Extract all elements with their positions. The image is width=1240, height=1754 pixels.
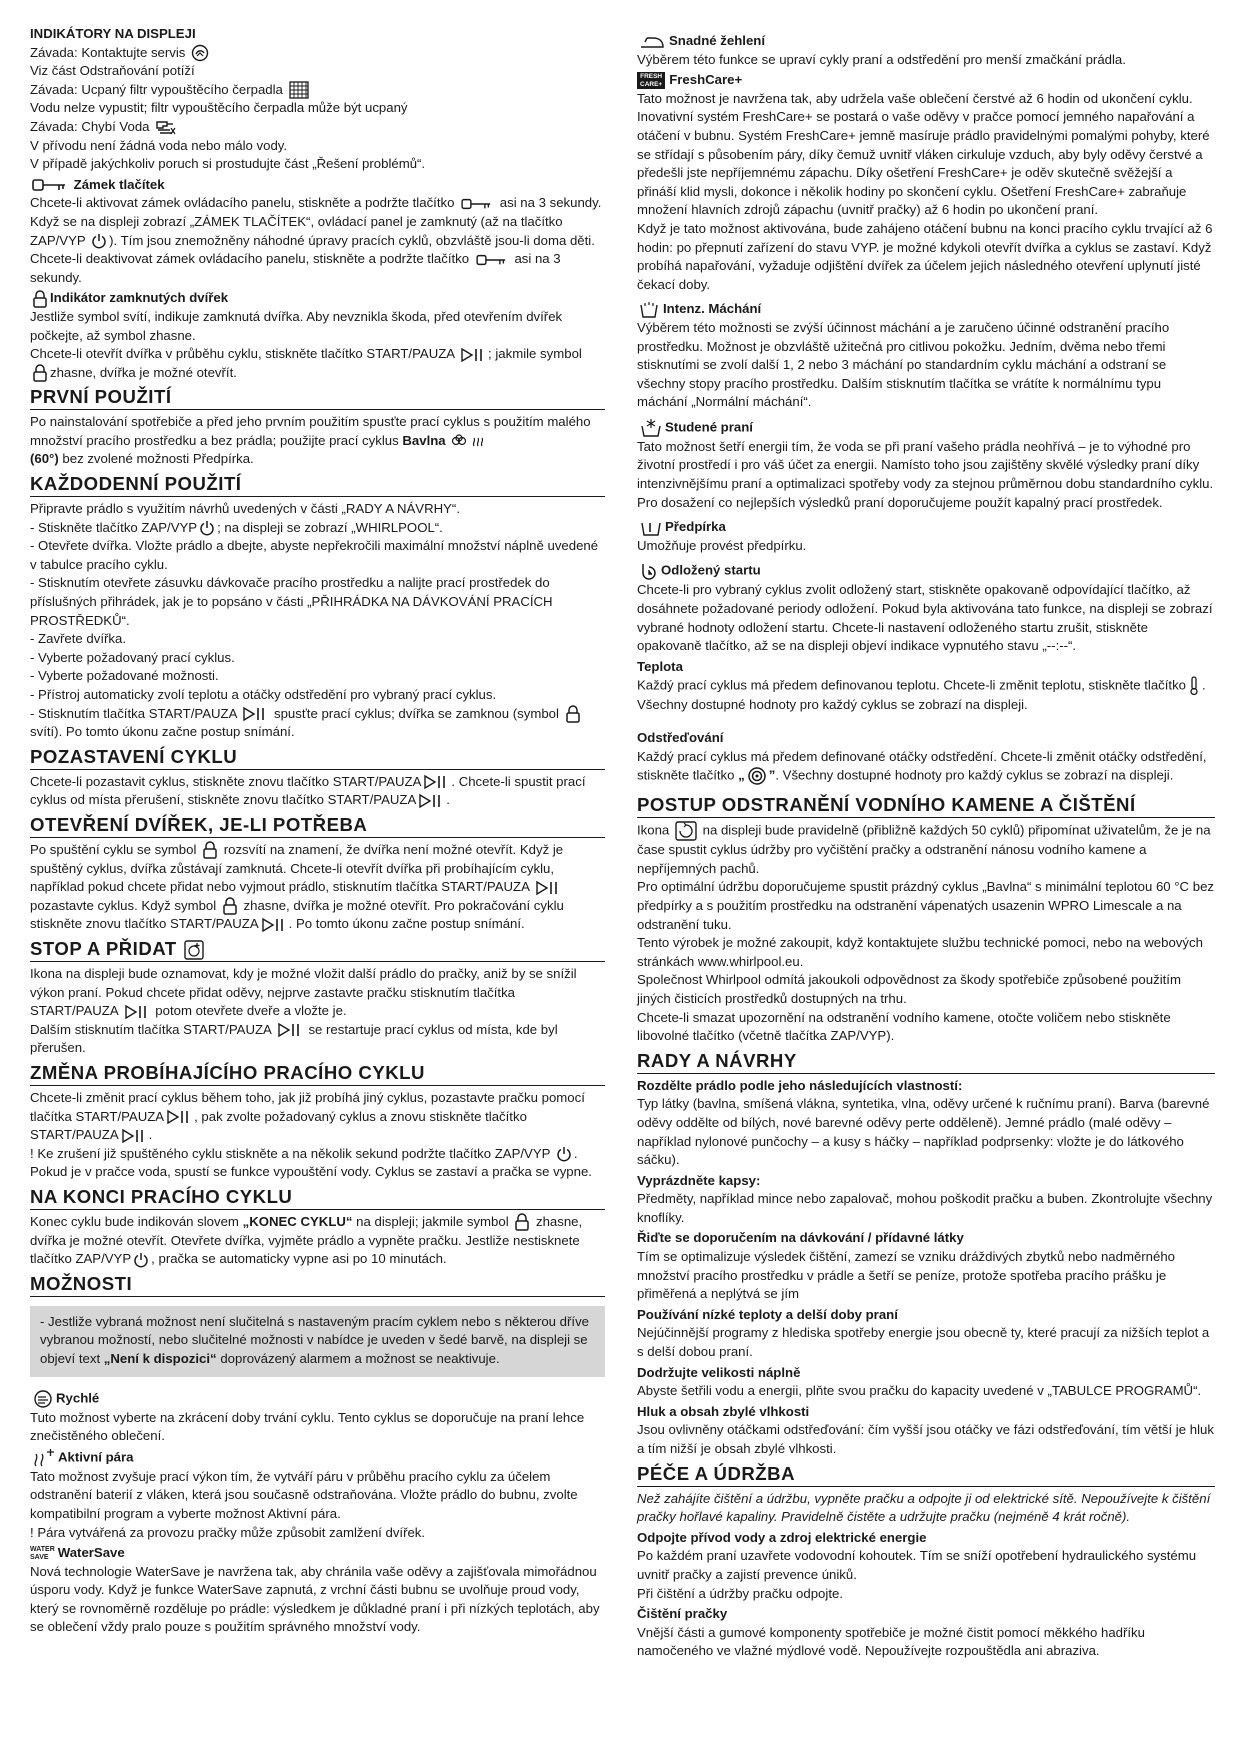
tips-heading: RADY A NÁVRHY: [637, 1050, 1215, 1074]
daily-text: - Přístroj automaticky zvolí teplotu a otáčky odstředění pro vybraný prací cyklus.: [30, 687, 497, 702]
descale-text: Pro optimální údržbu doporučujeme spustit prázdný cyklus „Bavlna“ s minimální teplotou 60 °C bez předpírky a s použitím prostředku na odstranění vápenatých usazenin WPRO Limescale a na odstranění tuku.: [637, 879, 1215, 932]
iron-title: Snadné žehlení: [669, 33, 765, 48]
freshcare-title: FreshCare+: [669, 72, 743, 88]
open-text: . Po tomto úkonu začne postup snímání.: [288, 916, 525, 932]
change-text: ! Ke zrušení již spuštěného cyklu stiskněte a na několik sekund podržte tlačítko ZAP/VYP: [30, 1145, 551, 1161]
filter-grid-icon: [289, 81, 309, 99]
fast-text: Tuto možnost vyberte na zkrácení doby trvání cyklu. Tento cyklus se doporučuje na praní lehce znečistěného oblečení.: [30, 1409, 585, 1444]
daily-text: - Vyberte požadovaný prací cyklus.: [30, 649, 235, 665]
spin-title: Odstřeďování: [637, 730, 724, 745]
ind-line: Viz část Odstraňování potíží: [30, 63, 195, 79]
spin-quote: „: [738, 767, 745, 783]
prewash-icon: [639, 519, 663, 537]
daily-text: - Zavřete dvířka.: [30, 631, 127, 647]
freshcare-icon-text: FRESH: [640, 73, 663, 81]
care-text: Po každém praní uzavřete vodovodní kohoutek. Tím se sníží opotřebení hydraulického systému uvnitř pračky a zajistí prevence úniků.: [637, 1548, 1197, 1582]
lock-text: Chcete-li aktivovat zámek ovládacího panelu, stiskněte a podržte tlačítko: [30, 195, 455, 211]
tips-text: Předměty, například mince nebo zapalovač, mohou poškodit pračku a buben. Zkontrolujte všechny knoflíky.: [637, 1191, 1213, 1225]
steam-icon: [471, 434, 485, 448]
start-pause-icon: [121, 1128, 147, 1144]
iron-icon: [639, 34, 667, 50]
start-pause-icon: [418, 793, 444, 809]
door-title: Indikátor zamknutých dvířek: [50, 290, 229, 306]
cold-wash-icon: [639, 418, 663, 438]
daily-use-heading: KAŽDODENNÍ POUŽITÍ: [30, 473, 605, 497]
ind-line: Závada: Chybí Voda: [30, 118, 150, 134]
pause-heading: POZASTAVENÍ CYKLU: [30, 746, 605, 770]
start-pause-icon: [535, 880, 561, 896]
delay-start-icon: [639, 561, 659, 581]
power-icon: [556, 1146, 572, 1162]
end-bold: „KONEC CYKLU“: [242, 1213, 353, 1229]
power-icon: [91, 233, 107, 249]
rinse-title: Intenz. Máchání: [663, 301, 762, 317]
service-icon: [191, 44, 209, 62]
prewash-text: Umožňuje provést předpírku.: [637, 537, 807, 553]
descale-text: Chcete-li smazat upozornění na odstranění vodního kamene, otočte voličem nebo stiskněte libovolné tlačítko (včetně tlačítka ZAP/VYP).: [637, 1009, 1171, 1044]
pause-text: Chcete-li pozastavit cyklus, stiskněte znovu tlačítko START/PAUZA: [30, 773, 422, 789]
first-use-heading: PRVNÍ POUŽITÍ: [30, 386, 605, 410]
watersave-icon-text: WATER: [30, 1545, 55, 1553]
steam-text: Tato možnost zvyšuje prací výkon tím, že vytváří páru v průběhu pracího cyklu za účelem odstranění baterií z vláken, která jsou současně odstraňována. Vložte prádlo do bubnu, zvolte kompatibilní program a vyberte možnost Aktivní pára.: [30, 1468, 578, 1521]
first-use-text: bez zvolené možnosti Předpírka.: [62, 451, 254, 467]
rinse-icon: [639, 301, 661, 319]
options-heading: MOŽNOSTI: [30, 1273, 605, 1297]
daily-text: - Stiskněte tlačítko ZAP/VYP: [30, 519, 198, 535]
descale-text: Tento výrobek je možné zakoupit, když kontaktujete službu technické pomoci, nebo na webových stránkách www.whirlpool.eu.: [637, 935, 1203, 969]
cotton-icon: [451, 434, 467, 448]
tips-subheading: Používání nízké teploty a delší doby praní: [637, 1306, 898, 1322]
steam-text: ! Pára vytvářená za provozu pračky může způsobit zamlžení dvířek.: [30, 1524, 426, 1540]
delay-text: Chcete-li pro vybraný cyklus zvolit odložený start, stiskněte opakovaně odpovídající tlačítko, až dosáhnete požadované periody odložení. Pokud byla aktivována tato funkce, na displeji se zobrazí vybrané hodnoty odložení startu. Chcete-li nastavení odloženého startu zrušit, stiskněte opakovaně tlačítko, až se na displeji objeví indikace vypnutého stavu „--:--“.: [637, 582, 1213, 654]
stop-text: potom otevřete dveře a vložte je.: [155, 1003, 347, 1019]
end-text: zhasne, dvířka je možné otevřít. Otevřete dvířka, vyjměte prádlo a vypněte pračku. Jestliže nestisknete tlačítko ZAP/VYP: [30, 1213, 583, 1267]
lock-title: Zámek tlačítek: [73, 176, 165, 192]
spin-text: . Všechny dostupné hodnoty pro každý cyklus se zobrazí na displeji.: [775, 767, 1174, 783]
temp-title: Teplota: [637, 658, 683, 674]
key-icon: [460, 197, 494, 211]
lock-text: ). Tím jsou znemožněny náhodné úpravy pracích cyklů, obzvláště jsou-li doma děti. Chcete-li deaktivovat zámek ovládacího panelu, stiskněte a podržte tlačítko: [30, 232, 595, 267]
tips-text: Typ látky (bavlna, smíšená vlákna, syntetika, vlna, oděvy určené k ručnímu praní). Barva (barevné oděvy oddělte od bílých, nové barevné oděvy perte odděleně). Jemné prádlo (malé oděvy – například nylonové punčochy – a kusy s háčky – například podprsenky: vložte je do látkového sáčku).: [637, 1096, 1210, 1168]
cold-title: Studené praní: [665, 419, 753, 435]
power-icon: [133, 1252, 149, 1268]
first-use-bold: Bavlna: [402, 432, 446, 448]
stop-text: Dalším stisknutím tlačítka START/PAUZA: [30, 1021, 272, 1037]
ind-line: Vodu nelze vypustit; filtr vypouštěcího čerpadla může být ucpaný: [30, 100, 408, 116]
cold-text: Tato možnost šetří energii tím, že voda se při praní vašeho prádla neohřívá – je to výhodné pro životní prostředí i pro váš účet za energii. Namísto toho jsou zajištěny skvělé výsledky praní díky intenzivnějšímu praní a optimalizaci spotřeby vody za stejnou průměrnou dobu standardního cyklu.: [637, 438, 1214, 492]
pause-text: . Chcete-li spustit prací cyklus od místa přerušení, stiskněte znovu tlačítko START/PAUZA: [30, 773, 586, 808]
watersave-text: Nová technologie WaterSave je navržena tak, aby chránila vaše oděvy a zajišťovala mimořádnou úsporu vody. Když je funkce WaterSave zapnutá, z vrchní části bubnu se uvolňuje proud vody, který se rovnoměrně rozděluje po prádle: výsledkem je důkladné praní i při nízkých teplotách, aby se oblečení vždy pralo pouze s použitím správného množství vody.: [30, 1563, 600, 1635]
tips-subheading: Vyprázdněte kapsy:: [637, 1172, 761, 1188]
left-column: INDIKÁTORY NA DISPLEJI Závada: Kontaktujte servis Viz část Odstraňování potíží Závada: Ucpaný filtr vypouštěcího čerpadla Vodu nelze vypustit; filtr vypouštěcího čerpadla může být ucpaný Závada: Chybí Voda V přívodu není žádná voda nebo málo vody. V případě jakýchkoliv poruch si prostudujte část „Řešení problémů“. Zámek tlačítek Chcete-li aktivovat zámek ovládacího panelu, stiskněte a podržte tlačítko asi na 3 sekundy. Když se na displeji zobrazí „ZÁMEK TLAČÍTEK“, ovládací panel je zamknutý (až na tlačítko ZAP/VYP ). Tím jsou znemožněny náhodné úpravy pracích cyklů, obzvláště jsou-li doma děti. Chcete-li deaktivovat zámek ovládacího panelu, stiskněte a podržte tlačítko asi na 3 sekundy. Indikátor zamknutých dvířek Jestliže symbol svítí, indikuje zamknutá dvířka. Aby nevznikla škoda, před otevřením dvířek počkejte, až symbol zhasne. Chcete-li otevřít dvířka v průběhu cyklu, stiskněte tlačítko START/PAUZA ; jakmile symbol zhasne, dvířka je možné otevřít. PRVNÍ POUŽITÍ Po nainstalování spotřebiče a před jeho prvním použitím spusťte prací cyklus s použitím malého množství pracího prostředku a bez prádla; použijte prací cyklus Bavlna (60°) bez zvolené možnosti Předpírka. KAŽDODENNÍ POUŽITÍ Připravte prádlo s využitím návrhů uvedených v části „RADY A NÁVRHY“. - Stiskněte tlačítko ZAP/VYP ; na displeji se zobrazí „WHIRLPOOL“. - Otevřete dvířka. Vložte prádlo a dbejte, abyste nepřekročili maximální množství náplně uvedené v tabulce pracího cyklu. - Stisknutím otevřete zásuvku dávkovače pracího prostředku a nalijte prací prostředek do příslušných přihrádek, jak je to popsáno v části „PŘIHRÁDKA NA DÁVKOVÁNÍ PRACÍCH PROSTŘEDKŮ“. - Zavřete dvířka. - Vyberte požadovaný prací cyklus. - Vyberte požadované možnosti. - Přístroj automaticky zvolí teplotu a otáčky odstředění pro vybraný prací cyklus. - Stisknutím tlačítka START/PAUZA spusťte prací cyklus; dvířka se zamknou (symbol svítí). Po tomto úkonu začne postup snímání. POZASTAVENÍ CYKLU Chcete-li pozastavit cyklus, stiskněte znovu tlačítko START/PAUZA . Chcete-li spustit prací cyklus od místa přerušení, stiskněte znovu tlačítko START/PAUZA . OTEVŘENÍ DVÍŘEK, JE-LI POTŘEBA Po spuštění cyklu se symbol rozsvítí na znamení, že dvířka není možné otevřít. Když je spuštěný cyklus, dvířka zůstávají zamknutá. Chcete-li otevřít dvířka při probíhajícím cyklu, například pokud chcete přidat nebo vyjmout prádlo, stisknutím tlačítka START/PAUZA pozastavte cyklus. Když symbol zhasne, dvířka je možné otevřít. Pro pokračování cyklu stiskněte znovu tlačítko START/PAUZA . Po tomto úkonu začne postup snímání. STOP A PŘIDAT Ikona na displeji bude oznamovat, kdy je možné vložit další prádlo do pračky, aniž by se snížil výkon praní. Pokud chcete přidat oděvy, nejprve zastavte pračku stisknutím tlačítka START/PAUZA potom otevřete dveře a vložte je. Dalším stisknutím tlačítka START/PAUZA se restartuje prací cyklus od místa, kde byl přerušen. ZMĚNA PROBÍHAJÍCÍHO PRACÍHO CYKLU Chcete-li změnit prací cyklus během toho, jak již probíhá jiný cyklus, pozastavte pračku pomocí tlačítka START/PAUZA , pak zvolte požadovaný cyklus a znovu stiskněte tlačítko START/PAUZA . ! Ke zrušení již spuštěného cyklu stiskněte a na několik sekund podržte tlačítko ZAP/VYP . Pokud je v pračce voda, spustí se funkce vypouštění vody. Cyklus se zastaví a pračka se vypne. NA KONCI PRACÍHO CYKLU Konec cyklu bude indikován slovem „KONEC CYKLU“ na displeji; jakmile symbol zhasne, dvířka je možné otevřít. Otevřete dvířka, vyjměte prádlo a vypněte pračku. Jestliže nestisknete tlačítko ZAP/VYP , pračka se automaticky vypne asi po 10 minutách. MOŽNOSTI - Jestliže vybraná možnost není slučitelná s nastaveným pracím cyklem nebo s některou dříve vybranou možností, nebo slučitelné možnosti v nabídce je uveden v šedé barvě, na displeji se objeví text „Není k dispozici“ doprovázený alarmem a možnost se neaktivuje. Rychlé Tuto možnost vyberte na zkrácení doby trvání cyklu. Tento cyklus se doporučuje na praní lehce znečistěného oblečení. Aktivní pára Tato možnost zvyšuje prací výkon tím, že vytváří páru v průběhu pracího cyklu za účelem odstranění baterií z vláken, která jsou současně odstraňována. Vložte prádlo do bubnu, zvolte kompatibilní program a vyberte možnost Aktivní pára. ! Pára vytvářená za provozu pračky může způsobit zamlžení dvířek. WATER SAVE WaterSave Nová technologie WaterSave je navržena tak, aby chránila vaše oděvy a zajišťovala mimořádnou úsporu vody. Když je funkce WaterSave zapnutá, z vrchní části bubnu se uvolňuje proud vody, který se rovnoměrně rozděluje po prádle: výsledkem je důkladné praní i při nízkých teplotách, aby se oblečení vždy pralo pouze s použitím správného množství vody.: [30, 24, 605, 1637]
indicators-title: INDIKÁTORY NA DISPLEJI: [30, 26, 196, 41]
door-text: zhasne, dvířka je možné otevřít.: [50, 364, 237, 380]
no-water-tap-icon: [155, 118, 177, 136]
note-text: - Jestliže vybraná možnost není slučitelná s nastaveným pracím cyklem nebo s některou dříve vybranou možností, nebo slučitelné možnosti v nabídce je uveden v šedé barvě, na displeji se objeví text: [40, 1313, 589, 1366]
descale-text: na displeji bude pravidelně (přibližně každých 50 cyklů) připomínat uživatelům, že je na čase spustit cyklus údržby pro vyčištění pračky a odstranění nánosu vodního kamene a nepříjemných pachů.: [637, 822, 1211, 876]
temp-text: Každý prací cyklus má předem definovanou teplotu. Chcete-li změnit teplotu, stiskněte tlačítko: [637, 677, 1187, 693]
key-icon: [32, 177, 68, 193]
first-use-bold: (60°): [30, 451, 59, 467]
padlock-icon: [514, 1213, 530, 1231]
spin-quote: ”: [768, 767, 776, 783]
delay-title: Odložený startu: [661, 562, 761, 578]
daily-text: - Stisknutím otevřete zásuvku dávkovače pracího prostředku a nalijte prací prostředek do příslušných přihrádek, jak je to popsáno v části „PŘIHRÁDKA NA DÁVKOVÁNÍ PRACÍCH PROSTŘEDKŮ“.: [30, 575, 553, 628]
open-text: Po spuštění cyklu se symbol: [30, 841, 197, 857]
start-pause-icon: [277, 1022, 303, 1038]
tips-text: Abyste šetřili vodu a energii, plňte svou pračku do kapacity uvedené v „TABULCE PROGRAMŮ“.: [637, 1383, 1202, 1399]
tips-subheading: Řiďte se doporučením na dávkování / přídavné látky: [637, 1230, 964, 1246]
care-text: Vnější části a gumové komponenty spotřebiče je možné čistit pomocí měkkého hadříku namočeného ve vlažné mýdlové vodě. Nepoužívejte rozpouštědla ani abraziva.: [637, 1624, 1145, 1659]
thermometer-icon: [1188, 676, 1200, 696]
ind-line: Závada: Kontaktujte servis: [30, 44, 186, 60]
freshcare-icon-text: CARE+: [640, 80, 663, 88]
padlock-icon: [202, 841, 218, 859]
power-icon: [199, 520, 215, 536]
fast-title: Rychlé: [56, 1390, 100, 1406]
daily-text: - Vyberte požadované možnosti.: [30, 668, 219, 684]
tips-subheading: Hluk a obsah zbylé vlhkosti: [637, 1403, 810, 1419]
open-text: pozastavte cyklus. Když symbol: [30, 897, 217, 913]
change-text: . Pokud je v pračce voda, spustí se funkce vypouštění vody. Cyklus se zastaví a pračka se vypne.: [30, 1145, 592, 1180]
options-note-box: [30, 1306, 605, 1377]
start-pause-icon: [242, 706, 268, 722]
add-garment-icon: [184, 940, 204, 960]
cold-text: Pro dosažení co nejlepších výsledků praní doporučujeme použít kapalný prací prostředek.: [637, 494, 1163, 510]
open-text: zhasne, dvířka je možné otevřít. Pro pokračování cyklu stiskněte znovu tlačítko START/PAUZA: [30, 897, 564, 932]
door-text: Jestliže symbol svítí, indikuje zamknutá dvířka. Aby nevznikla škoda, před otevřením dvířek počkejte, až symbol zhasne.: [30, 308, 563, 343]
quick-wash-icon: [32, 1389, 54, 1409]
watersave-title: WaterSave: [57, 1545, 125, 1561]
descale-icon: [675, 821, 697, 841]
temp-text: . Všechny dostupné hodnoty pro každý cyklus se zobrazí na displeji.: [637, 677, 1206, 713]
stop-add-heading: STOP A PŘIDAT: [30, 937, 177, 959]
care-subheading: Odpojte přívod vody a zdroj elektrické energie: [637, 1529, 927, 1545]
descale-text: Ikona: [637, 822, 670, 838]
change-text: , pak zvolte požadovaný cyklus a znovu stiskněte tlačítko START/PAUZA: [30, 1108, 527, 1143]
descale-text: Společnost Whirlpool odmítá jakoukoli odpovědnost za škody spotřebiče způsobené použitím jiných čisticích prostředků dostupných na trhu.: [637, 972, 1181, 1006]
tips-subheading: Dodržujte velikosti náplně: [637, 1364, 801, 1380]
watersave-icon: [30, 1546, 55, 1562]
care-text: Při čištění a údržby pračku odpojte.: [637, 1585, 843, 1601]
stop-text: se restartuje prací cyklus od místa, kde byl přerušen.: [30, 1021, 558, 1056]
daily-text: ; na displeji se zobrazí „WHIRLPOOL“.: [217, 519, 443, 535]
open-door-heading: OTEVŘENÍ DVÍŘEK, JE-LI POTŘEBA: [30, 814, 605, 838]
freshcare-icon: [637, 72, 665, 89]
daily-text: Připravte prádlo s využitím návrhů uvedených v části „RADY A NÁVRHY“.: [30, 501, 460, 517]
end-text: na displeji; jakmile symbol: [356, 1213, 509, 1229]
stop-text: Ikona na displeji bude oznamovat, kdy je možné vložit další prádlo do pračky, aniž by se snížil výkon praní. Pokud chcete přidat oděvy, nejprve zastavte pračku stisknutím tlačítka START/PAUZA: [30, 966, 577, 1019]
padlock-icon: [565, 705, 581, 723]
active-steam-icon: [32, 1448, 56, 1468]
ind-line: V případě jakýchkoliv poruch si prostudujte část „Řešení problémů“.: [30, 156, 426, 172]
padlock-icon: [32, 290, 48, 308]
note-bold: „Není k dispozici“: [103, 1350, 217, 1366]
watersave-icon-text: SAVE: [30, 1553, 49, 1561]
key-icon: [475, 253, 509, 267]
tips-text: Tím se optimalizuje výsledek čištění, zamezí se vzniku dráždivých zbytků nebo nadměrného množství pracího prostředku v prádle a šetří se peníze, protože spotřeba pracího prášku je přiměřená a neplýtvá se jím: [637, 1249, 1176, 1302]
change-text: Chcete-li změnit prací cyklus během toho, jak již probíhá jiný cyklus, pozastavte pračku pomocí tlačítka START/PAUZA: [30, 1090, 585, 1124]
care-heading: PÉČE A ÚDRŽBA: [637, 1463, 1215, 1487]
lock-text: asi na 3 sekundy. Když se na displeji zobrazí „ZÁMEK TLAČÍTEK“, ovládací panel je zamknutý (až na tlačítko ZAP/VYP: [30, 195, 602, 248]
door-text: Chcete-li otevřít dvířka v průběhu cyklu, stiskněte tlačítko START/PAUZA: [30, 346, 455, 362]
tips-subheading: Rozdělte prádlo podle jeho následujících vlastností:: [637, 1077, 963, 1093]
lock-text: asi na 3 sekundy.: [30, 251, 561, 285]
start-pause-icon: [460, 347, 486, 363]
open-text: rozsvítí na znamení, že dvířka není možné otevřít. Když je spuštěný cyklus, dvířka zůstávají zamknutá. Chcete-li otevřít dvířka při probíhajícím cyklu, například pokud chcete přidat nebo vyjmout prádlo, stisknutím tlačítka START/PAUZA: [30, 841, 564, 895]
descale-heading: POSTUP ODSTRANĚNÍ VODNÍHO KAMENE A ČIŠTĚNÍ: [637, 794, 1215, 818]
padlock-icon: [222, 897, 238, 915]
daily-text: svítí). Po tomto úkonu začne postup snímání.: [30, 724, 295, 740]
tips-text: Jsou ovlivněny otáčkami odstřeďování: čím vyšší jsou otáčky ve fázi odstřeďování, tím větší je hluk a tím nižší je obsah zbylé vlhkosti.: [637, 1422, 1214, 1456]
start-pause-icon: [166, 1109, 192, 1125]
end-text: , pračka se automaticky vypne asi po 10 minutách.: [151, 1251, 447, 1267]
care-warning: Než zahájíte čištění a údržbu, vypněte pračku a odpojte ji od elektrické sítě. Nepoužívejte k čištění pračky hořlavé kapaliny. Pravidelně čistěte a udržujte pračku (nejméně 4 krát ročně).: [637, 1490, 1211, 1525]
freshcare-text: Když je tato možnost aktivována, bude zahájeno otáčení bubnu na konci pracího cyklu trvající až 6 hodin: po přepnutí zařízení do stavu VYP. je možné kdykoli otevřít dvířka a cyklus se zastaví. Když probíhá napařování, vyžaduje odjištění dvířek za účelem jejich následného otevření uplynutí jisté čekací doby.: [637, 220, 1213, 292]
spin-icon: [747, 766, 767, 786]
prewash-title: Předpírka: [665, 519, 726, 535]
daily-text: - Otevřete dvířka. Vložte prádlo a dbejte, abyste nepřekročili maximální množství náplně uvedené v tabulce pracího cyklu.: [30, 538, 599, 572]
steam-title: Aktivní pára: [58, 1449, 134, 1465]
start-pause-icon: [423, 774, 449, 790]
right-column: [637, 30, 1215, 1661]
door-text: ; jakmile symbol: [488, 346, 582, 362]
ind-line: V přívodu není žádná voda nebo málo vody.: [30, 137, 288, 153]
care-subheading: Čištění pračky: [637, 1606, 728, 1622]
freshcare-text: Tato možnost je navržena tak, aby udržela vaše oblečení čerstvé až 6 hodin od ukončení cyklu. Inovativní systém FreshCare+ se postará o vaše oděvy v pračce pomocí jemného napařování a otáčení v bubnu. Systém FreshCare+ jemně masíruje prádlo pravidelnými pomalými pohyby, které se střídají s působením páry, díky čemuž uvnitř vláken cirkuluje vzduch, aby byly oděvy čerstvé a předešli jste nepříjemnému zápachu. Díky ošetření FreshCare+ je oděv skutečně svěžejší a přináší klid mysli, dokonce i několik hodiny po skončení cyklu. Ošetření FreshCare+ zabraňuje množení hlavních zdrojů zápachu (uvnitř pračky) až 6 hodin po ukončení praní.: [637, 90, 1210, 218]
note-text: doprovázený alarmem a možnost se neaktivuje.: [220, 1350, 500, 1366]
end-text: Konec cyklu bude indikován slovem: [30, 1213, 239, 1229]
ind-line: Závada: Ucpaný filtr vypouštěcího čerpadla: [30, 81, 283, 97]
tips-text: Nejúčinnější programy z hlediska spotřeby energie jsou obecně ty, které pracují za nižších teplot a s delší dobou praní.: [637, 1325, 1210, 1360]
daily-text: - Stisknutím tlačítka START/PAUZA: [30, 705, 237, 721]
iron-text: Výběrem této funkce se upraví cykly praní a odstředění pro menší zmačkání prádla.: [637, 51, 1126, 67]
padlock-icon: [32, 364, 48, 382]
start-pause-icon: [261, 917, 287, 933]
end-cycle-heading: NA KONCI PRACÍHO CYKLU: [30, 1186, 605, 1210]
daily-text: spusťte prací cyklus; dvířka se zamknou (symbol: [274, 705, 559, 721]
first-use-text: Po nainstalování spotřebiče a před jeho prvním použitím spusťte prací cyklus s použitím malého množství pracího prostředku a bez prádla; použijte prací cyklus: [30, 414, 591, 448]
rinse-text: Výběrem této možnosti se zvýší účinnost máchání a je zaručeno účinné odstranění pracího prostředku. Možnost je obzvláště užitečná pro citlivou pokožku. Jedním, dvěma nebo třemi stisknutími se zvolí další 1, 2 nebo 3 máchání po standardním cyklu máchání a odstraní se všechny stopy pracího prostředku. Dalším stisknutím tlačítka se vrátíte k normálnímu typu máchání „Normální máchání“.: [637, 319, 1170, 410]
start-pause-icon: [124, 1004, 150, 1020]
spin-text: Každý prací cyklus má předem definované otáčky odstředění. Chcete-li změnit otáčky odstředění, stiskněte tlačítko: [637, 748, 1207, 783]
change-cycle-heading: ZMĚNA PROBÍHAJÍCÍHO PRACÍHO CYKLU: [30, 1062, 605, 1086]
